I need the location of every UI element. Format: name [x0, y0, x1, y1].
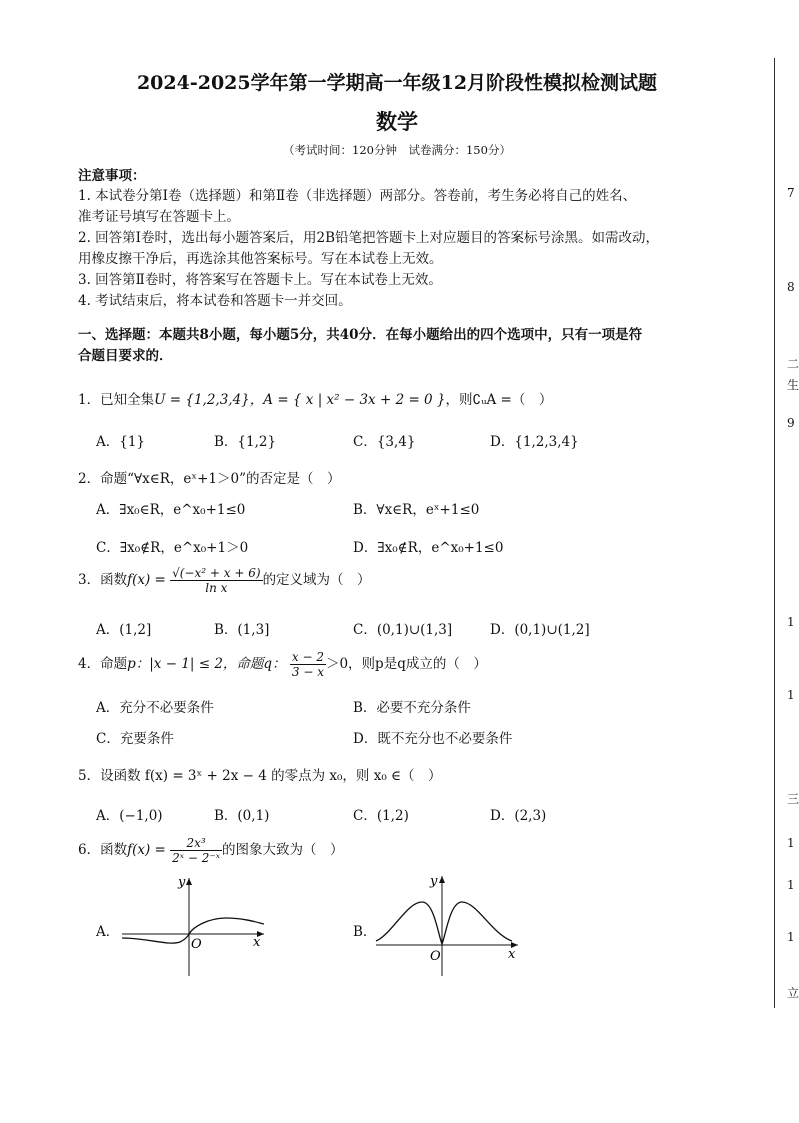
q3-option-c: C．(0,1)∪(1,3] [353, 622, 453, 638]
margin-mark: 1 [787, 688, 795, 702]
question-3-stem: 3．函数f(x) = $\frac{\text{√(−x² + x + 6)}}{\text{ln x}}$ 的定义域为（ ） [78, 566, 371, 595]
q6a-origin-label: O [191, 937, 202, 952]
margin-mark: 1 [787, 878, 795, 892]
q5-option-c: C．(1,2) [353, 808, 409, 824]
q4-option-b: B．必要不充分条件 [353, 700, 471, 716]
q6b-origin-label: O [430, 949, 441, 964]
margin-mark: 1 [787, 836, 795, 850]
margin-mark: 二 [787, 357, 799, 371]
q1-option-d: D．{1,2,3,4} [490, 434, 579, 450]
q2-option-c: C．∃x₀∉R，e^x₀+1＞0 [96, 540, 249, 556]
section-heading: 一、选择题：本题共8小题，每小题5分，共40分．在每小题给出的四个选项中，只有一项是符 [78, 327, 643, 343]
section-heading-cont: 合题目要求的． [78, 348, 173, 364]
subject-title: 数学 [376, 109, 418, 134]
q3-fraction: $\frac{\text{√(−x² + x + 6)}}{\text{ln x}}$ [172, 566, 261, 595]
question-6-stem: 6．函数f(x) = $\frac{\text{2x³}}{\text{2ˣ − 2⁻ˣ}}$ 的图象大致为（ ） [78, 836, 344, 865]
q1-option-a: A．{1} [96, 434, 146, 450]
q5-option-d: D．(2,3) [490, 808, 547, 824]
question-5-stem: 5．设函数 f(x) = 3ˣ + 2x − 4 的零点为 x₀，则 x₀ ∈（ ） [78, 768, 442, 784]
q4-option-d: D．既不充分也不必要条件 [353, 731, 513, 747]
q3-option-a: A．(1,2] [96, 622, 152, 638]
margin-mark: 1 [787, 615, 795, 629]
q5-option-a: A．(−1,0) [96, 808, 163, 824]
notice-line: 2. 回答第Ⅰ卷时，选出每小题答案后，用2B铅笔把答题卡上对应题目的答案标号涂黑。如需改动， [78, 230, 660, 246]
q6-option-a: A． [96, 924, 120, 940]
notice-line: 1. 本试卷分第Ⅰ卷（选择题）和第Ⅱ卷（非选择题）两部分。答卷前，考生务必将自己的姓名、 [78, 188, 637, 204]
margin-mark: 9 [787, 416, 795, 430]
q6a-y-label: y [178, 875, 186, 890]
margin-mark: 7 [787, 186, 795, 200]
margin-mark: 立 [787, 986, 799, 1000]
margin-mark: 三 [787, 792, 799, 806]
q1-option-c: C．{3,4} [353, 434, 416, 450]
margin-mark: 8 [787, 280, 795, 294]
q4-option-c: C．充要条件 [96, 731, 174, 747]
q4-option-a: A．充分不必要条件 [96, 700, 214, 716]
q6a-x-label: x [253, 935, 261, 950]
q2-option-d: D．∃x₀∉R，e^x₀+1≤0 [353, 540, 504, 556]
notice-line: 用橡皮擦干净后，再选涂其他答案标号。写在本试卷上无效。 [78, 251, 443, 267]
q6-graph-b [372, 872, 522, 980]
q2-option-b: B．∀x∈R，eˣ+1≤0 [353, 502, 480, 518]
q1-option-b: B．{1,2} [214, 434, 277, 450]
q4-fraction: $\frac{x - 2}{3 - x}$ [291, 650, 324, 679]
question-4-stem: 4．命题p：|x − 1| ≤ 2，命题q： $\frac{x - 2}{3 - x}$ ＞0，则p是q成立的（ ） [78, 650, 487, 679]
notice-line: 4. 考试结束后，将本试卷和答题卡一并交回。 [78, 293, 352, 309]
q5-option-b: B．(0,1) [214, 808, 270, 824]
q6-option-b: B． [353, 924, 377, 940]
q6b-x-label: x [508, 947, 516, 962]
question-1-stem: 1．已知全集U = {1,2,3,4}，A = { x | x² − 3x + 2 = 0 }，则∁ᵤA =（ ） [78, 392, 553, 408]
page-divider-line [774, 58, 775, 1008]
notice-line: 3. 回答第Ⅱ卷时，将答案写在答题卡上。写在本试卷上无效。 [78, 272, 442, 288]
exam-meta: （考试时间：120分钟 试卷满分：150分） [283, 143, 511, 157]
q6-graph-a [118, 872, 268, 980]
question-2-stem: 2．命题“∀x∈R，eˣ+1＞0”的否定是（ ） [78, 471, 341, 487]
q3-option-b: B．(1,3] [214, 622, 270, 638]
q2-option-a: A．∃x₀∈R，e^x₀+1≤0 [96, 502, 246, 518]
notice-line: 准考证号填写在答题卡上。 [78, 209, 240, 225]
q6b-y-label: y [430, 874, 438, 889]
notice-heading: 注意事项： [78, 168, 146, 184]
margin-mark: 生 [787, 378, 799, 392]
exam-title: 2024-2025学年第一学期高一年级12月阶段性模拟检测试题 [136, 72, 658, 94]
margin-mark: 1 [787, 930, 795, 944]
q3-option-d: D．(0,1)∪(1,2] [490, 622, 590, 638]
q6-fraction: $\frac{\text{2x³}}{\text{2ˣ − 2⁻ˣ}}$ [172, 836, 220, 865]
